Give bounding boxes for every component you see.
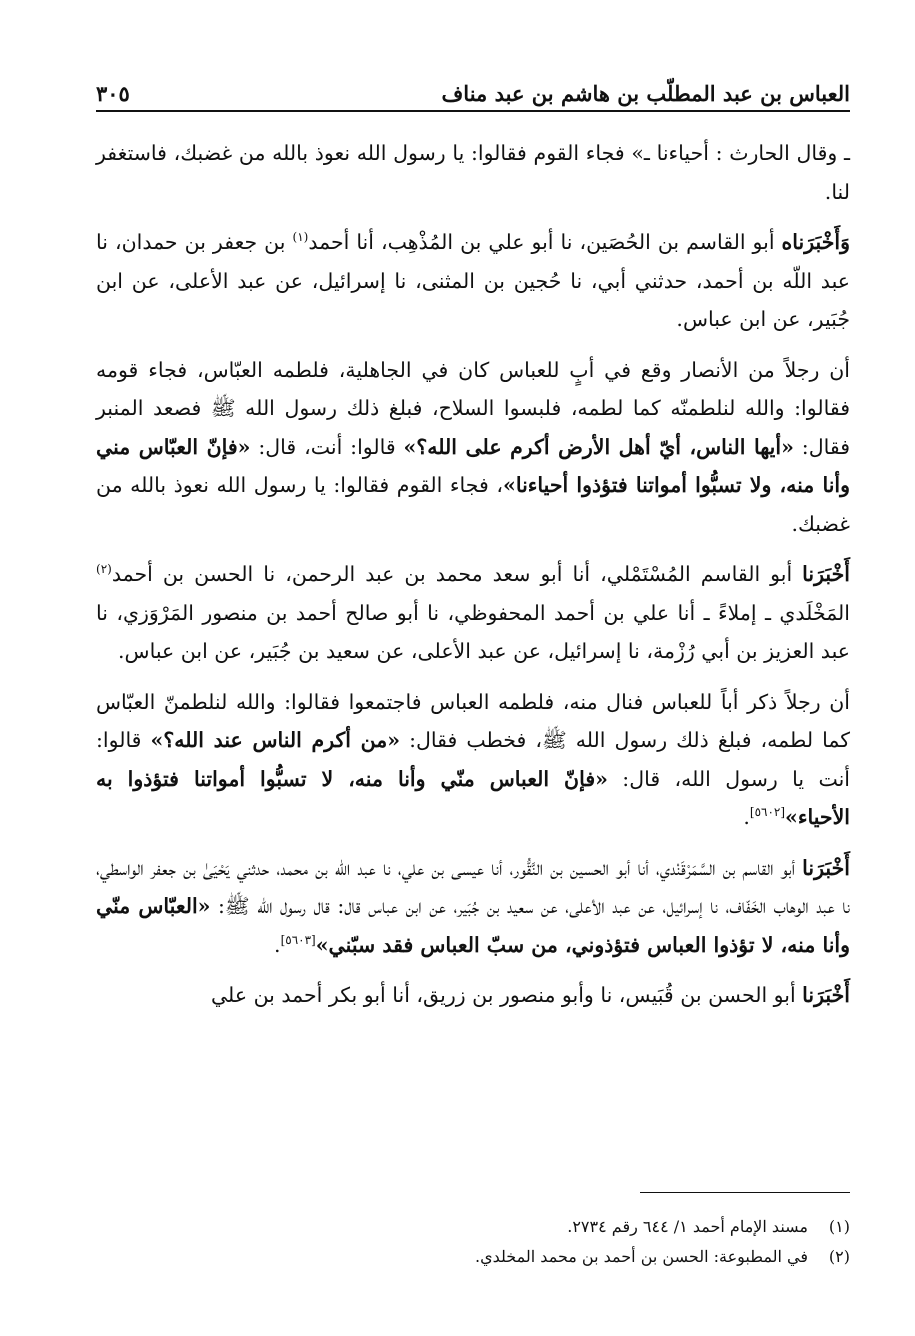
paragraph-2-isnad bbox=[96, 223, 850, 339]
footnote-marker: (٢) bbox=[96, 562, 112, 577]
footnote-number: (١) bbox=[828, 1217, 850, 1236]
paragraph-text: ، فجاء القوم فقالوا: يا رسول الله نعوذ بالله من غضبك. bbox=[96, 473, 850, 536]
isnad-lead-word: أَخْبَرَنا bbox=[802, 562, 850, 586]
paragraph-text: قالوا: أنت، قال: bbox=[250, 434, 404, 459]
footnote-text: في المطبوعة: الحسن بن أحمد بن محمد المخلدي. bbox=[475, 1247, 808, 1266]
hadith-quote: «فإنّ العباس منّي وأنا منه، لا تسبُّوا أمواتنا فتؤذوا به الأحياء» bbox=[96, 766, 850, 829]
hadith-quote: «أيها الناس، أيّ أهل الأرض أكرم على الله؟» bbox=[403, 434, 794, 459]
paragraph-text: أبو القاسم بن الحُصَين، نا أبو علي بن المُذْهِب، أنا أحمد bbox=[308, 230, 782, 254]
footnote bbox=[96, 1242, 850, 1272]
hadith-quote: «من أكرم الناس عند الله؟» bbox=[150, 728, 401, 752]
hadith-quote: «فإنّ العبّاس مني وأنا منه، ولا تسبُّوا أمواتنا فتؤذوا أحياءنا» bbox=[96, 434, 850, 497]
footnote-number: (٢) bbox=[828, 1247, 850, 1266]
hadith-reference-number: [٥٦٠٢] bbox=[749, 805, 786, 820]
footnote-marker: (١) bbox=[292, 230, 309, 245]
hadith-quote: «العبّاس منّي وأنا منه، لا تؤذوا العباس فتؤذوني، من سبّ العباس فقد سبّني» bbox=[96, 894, 850, 957]
paragraph-text: أبو الحسن بن قُبَيس، نا وأبو منصور بن زريق، أنا أبو بكر أحمد بن علي bbox=[210, 983, 803, 1007]
running-title: العباس بن عبد المطلّب بن هاشم بن عبد مناف bbox=[441, 81, 850, 106]
footnote bbox=[96, 1212, 850, 1242]
paragraph-text: أن رجلاً من الأنصار وقع في أبٍ للعباس كان في الجاهلية، فلطمه العبّاس، فجاء قومه فقالوا: والله لنلطمنّه كما لطمه، فلبسوا السلاح، فبلغ ذلك رسول الله ﷺ فصعد المنبر فقال: bbox=[96, 357, 851, 459]
page-number: ٣٠٥ bbox=[96, 81, 130, 106]
isnad-lead-word: أَخْبَرَنا bbox=[802, 855, 850, 880]
isnad-lead-word: وَأَخْبَرَناه bbox=[781, 230, 850, 254]
paragraph-7-isnad bbox=[96, 976, 850, 1015]
footnotes bbox=[96, 1212, 850, 1272]
paragraph-text: أن رجلاً ذكر أباً للعباس فنال منه، فلطمه العباس فاجتمعوا فقالوا: والله لنلطمنّ العبّاس كما لطمه، فبلغ ذلك رسول الله ﷺ، فخطب فقال: bbox=[96, 689, 850, 752]
paragraph-5-hadith bbox=[96, 683, 850, 837]
sentence-end: . bbox=[743, 805, 750, 829]
paragraph-4-isnad bbox=[96, 555, 850, 671]
isnad-lead-word: أَخْبَرَنا bbox=[802, 983, 850, 1007]
main-text bbox=[96, 134, 850, 1027]
page-header bbox=[96, 62, 850, 106]
sentence-end: . bbox=[274, 932, 281, 957]
header-rule bbox=[96, 110, 850, 112]
paragraph-1 bbox=[96, 134, 850, 211]
paragraph-text: أبو القاسم بن السَّمَرْقَنْدي، أنا أبو الحسين بن النَّقُّور، أنا عيسى بن علي، نا عبد اللّه بن محمد، حدثني يَحْيَىٰ بن جعفر الواسطي، نا عبد الوهاب الخَفّاف، نا إسرائيل، عن عبد الأعلى، عن سعيد بن جُبَير، عن ابن عباس قال: قال رسول الله ﷺ: bbox=[96, 855, 850, 918]
paragraph-3-hadith bbox=[96, 351, 850, 544]
hadith-reference-number: [٥٦٠٣] bbox=[280, 932, 316, 947]
footnote-separator bbox=[640, 1192, 850, 1193]
paragraph-text: قالوا: أنت يا رسول الله، قال: bbox=[96, 728, 851, 791]
paragraph-text: المَخْلَدي ـ إملاءً ـ أنا علي بن أحمد المحفوظي، نا أبو صالح أحمد بن منصور المَرْوَزي، نا عبد العزيز بن أبي رُزْمة، نا إسرائيل، عن عبد الأعلى، عن سعيد بن جُبَير، عن ابن عباس. bbox=[96, 600, 850, 663]
paragraph-text: أبو القاسم المُسْتَمْلي، أنا أبو سعد محمد بن عبد الرحمن، نا الحسن بن أحمد bbox=[111, 562, 803, 586]
footnote-text: مسند الإمام أحمد ١/ ٦٤٤ رقم ٢٧٣٤. bbox=[567, 1217, 808, 1236]
paragraph-text: ـ وقال الحارث : أحياءنا ـ» فجاء القوم فقالوا: يا رسول الله نعوذ بالله من غضبك، فاستغفر لنا. bbox=[96, 141, 850, 204]
paragraph-6-isnad-hadith bbox=[96, 849, 850, 965]
paragraph-text: بن جعفر بن حمدان، نا عبد اللّه بن أحمد، حدثني أبي، نا حُجين بن المثنى، نا إسرائيل، عن عبد الأعلى، عن ابن جُبَير، عن ابن عباس. bbox=[96, 230, 850, 331]
